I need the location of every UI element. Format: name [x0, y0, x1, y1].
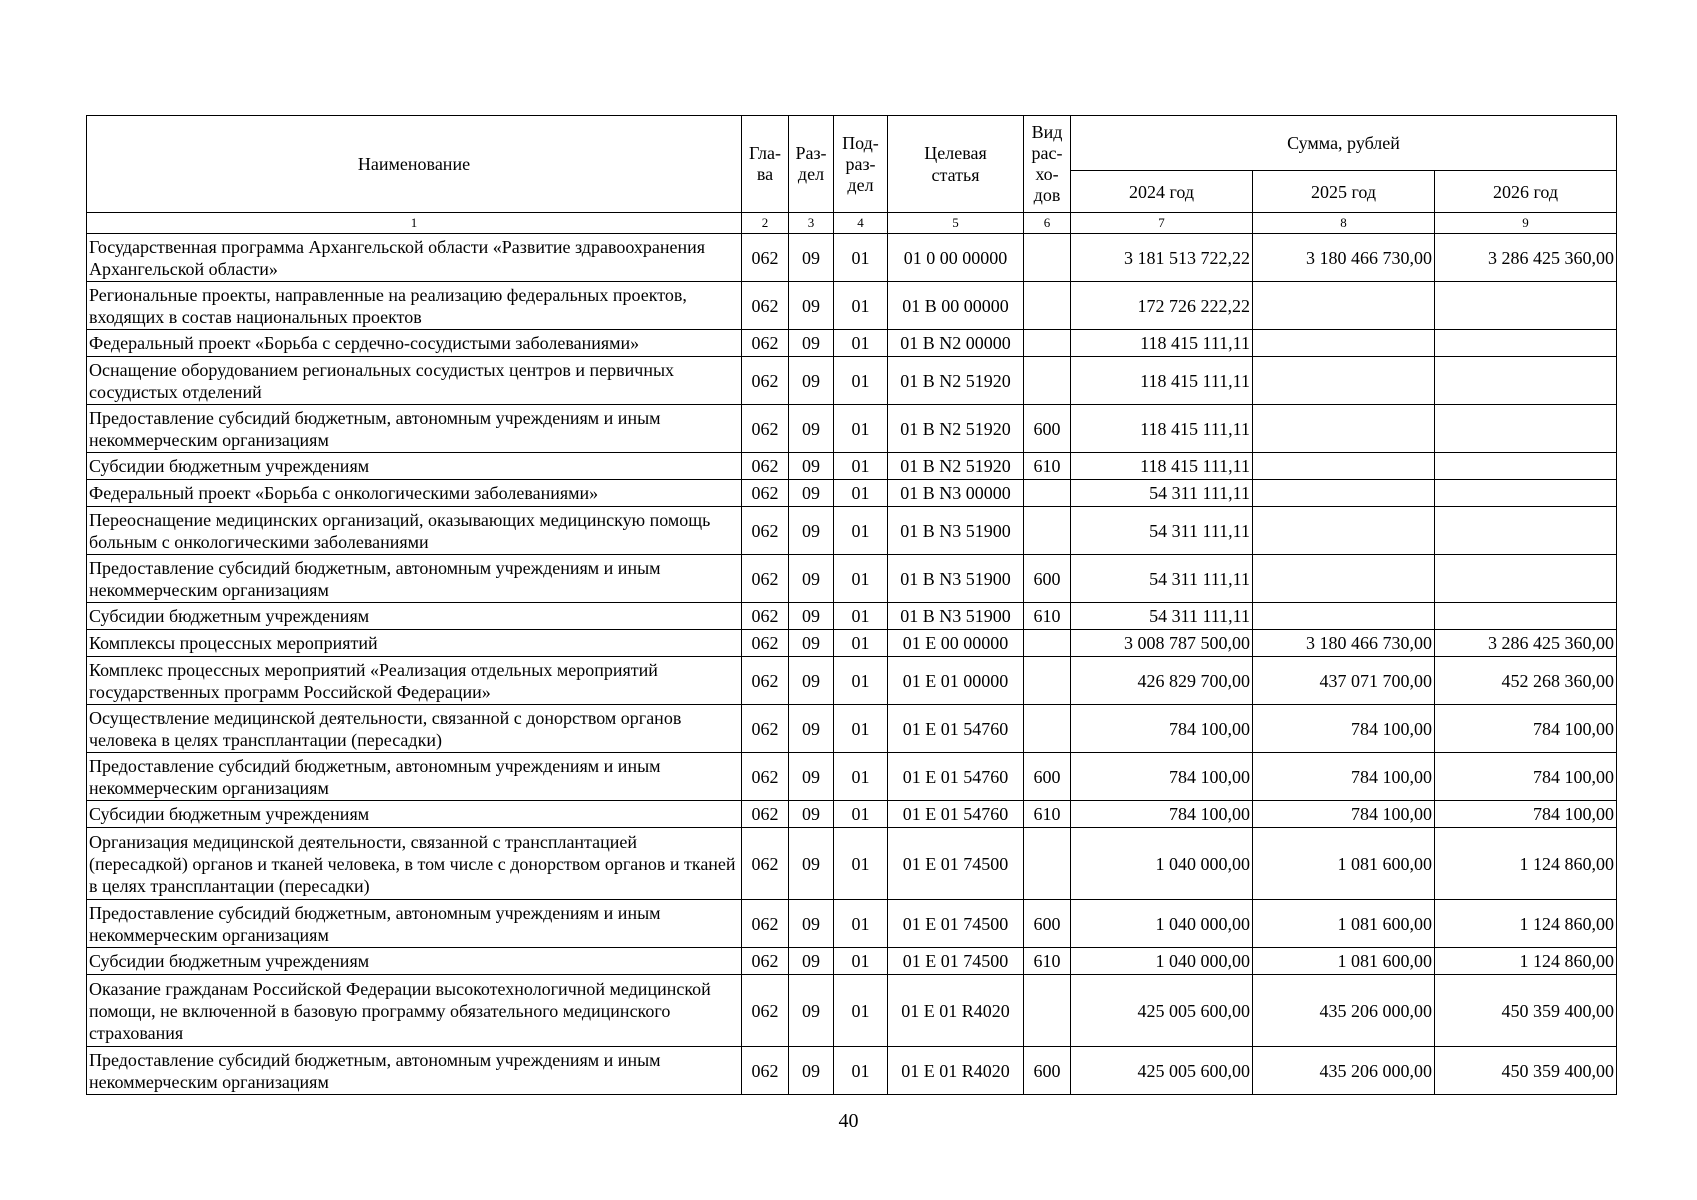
row-amount-2024: 425 005 600,00 — [1071, 975, 1253, 1047]
row-chapter: 062 — [742, 705, 789, 753]
row-name: Предоставление субсидий бюджетным, автономным учреждениям и иным некоммерческим организациям — [87, 1047, 742, 1095]
table-row — [87, 1047, 1617, 1095]
row-section: 09 — [789, 555, 834, 603]
row-amount-2024: 172 726 222,22 — [1071, 282, 1253, 330]
row-amount-2024: 784 100,00 — [1071, 705, 1253, 753]
table-row — [87, 657, 1617, 705]
row-section: 09 — [789, 828, 834, 900]
row-amount-2026: 450 359 400,00 — [1435, 1047, 1617, 1095]
row-expense-type: 610 — [1024, 453, 1071, 480]
row-name: Осуществление медицинской деятельности, связанной с донорством органов человека в целях трансплантации (пересадки) — [87, 705, 742, 753]
row-subsection: 01 — [834, 630, 888, 657]
row-expense-type: 600 — [1024, 900, 1071, 948]
row-amount-2026: 450 359 400,00 — [1435, 975, 1617, 1047]
row-chapter: 062 — [742, 480, 789, 507]
row-amount-2024: 54 311 111,11 — [1071, 480, 1253, 507]
row-amount-2026: 1 124 860,00 — [1435, 900, 1617, 948]
row-amount-2025 — [1253, 603, 1435, 630]
row-chapter: 062 — [742, 282, 789, 330]
row-target-article: 01 Е 01 54760 — [888, 753, 1024, 801]
row-target-article: 01 Е 01 54760 — [888, 705, 1024, 753]
row-section: 09 — [789, 507, 834, 555]
row-name: Субсидии бюджетным учреждениям — [87, 801, 742, 828]
row-amount-2026: 784 100,00 — [1435, 801, 1617, 828]
row-name: Комплекс процессных мероприятий «Реализация отдельных мероприятий государственных программ Российской Федерации» — [87, 657, 742, 705]
table-row — [87, 357, 1617, 405]
table-row — [87, 630, 1617, 657]
row-target-article: 01 В N3 51900 — [888, 507, 1024, 555]
row-section: 09 — [789, 1047, 834, 1095]
row-amount-2026 — [1435, 405, 1617, 453]
row-expense-type: 610 — [1024, 603, 1071, 630]
row-expense-type: 610 — [1024, 801, 1071, 828]
row-amount-2024: 1 040 000,00 — [1071, 828, 1253, 900]
header-year-2025: 2025 год — [1253, 171, 1435, 213]
row-subsection: 01 — [834, 657, 888, 705]
row-section: 09 — [789, 453, 834, 480]
row-chapter: 062 — [742, 330, 789, 357]
row-amount-2025: 1 081 600,00 — [1253, 900, 1435, 948]
row-subsection: 01 — [834, 975, 888, 1047]
row-chapter: 062 — [742, 234, 789, 282]
row-expense-type — [1024, 630, 1071, 657]
row-amount-2024: 3 008 787 500,00 — [1071, 630, 1253, 657]
row-amount-2026 — [1435, 453, 1617, 480]
row-expense-type: 600 — [1024, 405, 1071, 453]
header-expense-type: Вид рас- хо- дов — [1024, 116, 1071, 213]
header-name: Наименование — [87, 116, 742, 213]
row-target-article: 01 В N3 51900 — [888, 603, 1024, 630]
row-chapter: 062 — [742, 405, 789, 453]
header-subsection: Под- раз- дел — [834, 116, 888, 213]
row-amount-2026: 3 286 425 360,00 — [1435, 234, 1617, 282]
header-year-2026: 2026 год — [1435, 171, 1617, 213]
row-subsection: 01 — [834, 828, 888, 900]
page-number: 40 — [838, 1110, 859, 1132]
row-subsection: 01 — [834, 282, 888, 330]
row-name: Субсидии бюджетным учреждениям — [87, 603, 742, 630]
row-chapter: 062 — [742, 900, 789, 948]
row-amount-2025 — [1253, 282, 1435, 330]
row-section: 09 — [789, 330, 834, 357]
column-number: 7 — [1071, 213, 1253, 234]
row-subsection: 01 — [834, 507, 888, 555]
table-row — [87, 282, 1617, 330]
row-section: 09 — [789, 657, 834, 705]
header-year-2024: 2024 год — [1071, 171, 1253, 213]
row-amount-2025: 784 100,00 — [1253, 705, 1435, 753]
table-row — [87, 330, 1617, 357]
table-row — [87, 603, 1617, 630]
row-expense-type — [1024, 330, 1071, 357]
row-subsection: 01 — [834, 603, 888, 630]
row-section: 09 — [789, 948, 834, 975]
row-chapter: 062 — [742, 753, 789, 801]
row-name: Субсидии бюджетным учреждениям — [87, 948, 742, 975]
row-subsection: 01 — [834, 453, 888, 480]
row-target-article: 01 Е 01 74500 — [888, 900, 1024, 948]
row-name: Комплексы процессных мероприятий — [87, 630, 742, 657]
row-subsection: 01 — [834, 357, 888, 405]
row-name: Предоставление субсидий бюджетным, автономным учреждениям и иным некоммерческим организациям — [87, 405, 742, 453]
row-amount-2026: 784 100,00 — [1435, 753, 1617, 801]
row-subsection: 01 — [834, 555, 888, 603]
row-amount-2024: 1 040 000,00 — [1071, 900, 1253, 948]
row-expense-type — [1024, 234, 1071, 282]
row-amount-2024: 425 005 600,00 — [1071, 1047, 1253, 1095]
row-amount-2026 — [1435, 330, 1617, 357]
row-expense-type: 600 — [1024, 555, 1071, 603]
row-section: 09 — [789, 630, 834, 657]
table-row — [87, 828, 1617, 900]
table-row — [87, 801, 1617, 828]
row-section: 09 — [789, 975, 834, 1047]
row-amount-2026: 1 124 860,00 — [1435, 948, 1617, 975]
row-amount-2026: 1 124 860,00 — [1435, 828, 1617, 900]
row-chapter: 062 — [742, 603, 789, 630]
row-subsection: 01 — [834, 405, 888, 453]
row-subsection: 01 — [834, 948, 888, 975]
row-chapter: 062 — [742, 453, 789, 480]
row-amount-2025: 435 206 000,00 — [1253, 975, 1435, 1047]
row-chapter: 062 — [742, 630, 789, 657]
row-target-article: 01 В N3 00000 — [888, 480, 1024, 507]
row-expense-type — [1024, 705, 1071, 753]
table-row — [87, 948, 1617, 975]
row-chapter: 062 — [742, 975, 789, 1047]
row-subsection: 01 — [834, 801, 888, 828]
row-section: 09 — [789, 705, 834, 753]
row-name: Предоставление субсидий бюджетным, автономным учреждениям и иным некоммерческим организациям — [87, 555, 742, 603]
row-amount-2024: 1 040 000,00 — [1071, 948, 1253, 975]
table-row — [87, 555, 1617, 603]
row-amount-2025 — [1253, 330, 1435, 357]
row-amount-2026: 452 268 360,00 — [1435, 657, 1617, 705]
row-expense-type — [1024, 975, 1071, 1047]
row-amount-2025: 437 071 700,00 — [1253, 657, 1435, 705]
row-name: Предоставление субсидий бюджетным, автономным учреждениям и иным некоммерческим организациям — [87, 900, 742, 948]
row-section: 09 — [789, 480, 834, 507]
column-number: 8 — [1253, 213, 1435, 234]
row-name: Организация медицинской деятельности, связанной с трансплантацией (пересадкой) органов и тканей человека, в том числе с донорством органов и тканей в целях трансплантации (пересадки) — [87, 828, 742, 900]
row-name: Федеральный проект «Борьба с онкологическими заболеваниями» — [87, 480, 742, 507]
row-amount-2026: 784 100,00 — [1435, 705, 1617, 753]
row-amount-2025: 1 081 600,00 — [1253, 828, 1435, 900]
row-subsection: 01 — [834, 234, 888, 282]
column-number: 1 — [87, 213, 742, 234]
row-target-article: 01 В N2 51920 — [888, 453, 1024, 480]
row-target-article: 01 В N2 51920 — [888, 357, 1024, 405]
row-target-article: 01 В N2 51920 — [888, 405, 1024, 453]
row-amount-2024: 426 829 700,00 — [1071, 657, 1253, 705]
table-row — [87, 453, 1617, 480]
row-expense-type — [1024, 507, 1071, 555]
row-section: 09 — [789, 234, 834, 282]
row-amount-2024: 118 415 111,11 — [1071, 357, 1253, 405]
row-target-article: 01 Е 01 R4020 — [888, 975, 1024, 1047]
row-amount-2025 — [1253, 507, 1435, 555]
row-amount-2025: 784 100,00 — [1253, 753, 1435, 801]
table-row — [87, 234, 1617, 282]
table-row — [87, 405, 1617, 453]
row-chapter: 062 — [742, 948, 789, 975]
table-row — [87, 507, 1617, 555]
row-amount-2025 — [1253, 480, 1435, 507]
row-chapter: 062 — [742, 801, 789, 828]
row-amount-2025 — [1253, 453, 1435, 480]
row-target-article: 01 В N2 00000 — [888, 330, 1024, 357]
row-name: Федеральный проект «Борьба с сердечно-сосудистыми заболеваниями» — [87, 330, 742, 357]
column-number: 6 — [1024, 213, 1071, 234]
row-chapter: 062 — [742, 1047, 789, 1095]
row-chapter: 062 — [742, 828, 789, 900]
row-amount-2025: 3 180 466 730,00 — [1253, 630, 1435, 657]
row-subsection: 01 — [834, 900, 888, 948]
row-section: 09 — [789, 405, 834, 453]
row-expense-type: 600 — [1024, 753, 1071, 801]
header-section: Раз- дел — [789, 116, 834, 213]
row-expense-type: 600 — [1024, 1047, 1071, 1095]
row-subsection: 01 — [834, 705, 888, 753]
row-subsection: 01 — [834, 753, 888, 801]
row-name: Оказание гражданам Российской Федерации высокотехнологичной медицинской помощи, не включенной в базовую программу обязательного медицинского страхования — [87, 975, 742, 1047]
row-amount-2024: 118 415 111,11 — [1071, 330, 1253, 357]
table-body — [87, 234, 1617, 1095]
row-target-article: 01 В N3 51900 — [888, 555, 1024, 603]
row-amount-2026: 3 286 425 360,00 — [1435, 630, 1617, 657]
column-number: 4 — [834, 213, 888, 234]
row-amount-2026 — [1435, 357, 1617, 405]
row-name: Государственная программа Архангельской области «Развитие здравоохранения Архангельской области» — [87, 234, 742, 282]
row-section: 09 — [789, 282, 834, 330]
row-amount-2026 — [1435, 507, 1617, 555]
row-subsection: 01 — [834, 330, 888, 357]
column-number: 9 — [1435, 213, 1617, 234]
table-row — [87, 975, 1617, 1047]
table-row — [87, 900, 1617, 948]
table-row — [87, 480, 1617, 507]
row-subsection: 01 — [834, 480, 888, 507]
row-expense-type: 610 — [1024, 948, 1071, 975]
row-name: Предоставление субсидий бюджетным, автономным учреждениям и иным некоммерческим организациям — [87, 753, 742, 801]
table-row — [87, 705, 1617, 753]
row-amount-2024: 784 100,00 — [1071, 753, 1253, 801]
row-amount-2024: 118 415 111,11 — [1071, 453, 1253, 480]
row-chapter: 062 — [742, 555, 789, 603]
row-amount-2026 — [1435, 480, 1617, 507]
row-target-article: 01 Е 01 54760 — [888, 801, 1024, 828]
row-chapter: 062 — [742, 657, 789, 705]
row-amount-2025: 1 081 600,00 — [1253, 948, 1435, 975]
row-section: 09 — [789, 801, 834, 828]
row-target-article: 01 Е 01 00000 — [888, 657, 1024, 705]
row-amount-2025 — [1253, 405, 1435, 453]
header-target-article: Целевая статья — [888, 116, 1024, 213]
table-header — [87, 116, 1617, 234]
header-sum: Сумма, рублей — [1071, 116, 1617, 171]
row-expense-type — [1024, 282, 1071, 330]
row-amount-2025: 435 206 000,00 — [1253, 1047, 1435, 1095]
row-amount-2024: 54 311 111,11 — [1071, 555, 1253, 603]
row-expense-type — [1024, 480, 1071, 507]
row-target-article: 01 Е 01 74500 — [888, 948, 1024, 975]
row-target-article: 01 Е 00 00000 — [888, 630, 1024, 657]
row-amount-2025 — [1253, 555, 1435, 603]
row-target-article: 01 0 00 00000 — [888, 234, 1024, 282]
budget-table — [86, 115, 1617, 1095]
row-amount-2024: 3 181 513 722,22 — [1071, 234, 1253, 282]
row-subsection: 01 — [834, 1047, 888, 1095]
header-chapter: Гла- ва — [742, 116, 789, 213]
row-chapter: 062 — [742, 357, 789, 405]
row-name: Переоснащение медицинских организаций, оказывающих медицинскую помощь больным с онкологическими заболеваниями — [87, 507, 742, 555]
row-amount-2026 — [1435, 603, 1617, 630]
column-number: 5 — [888, 213, 1024, 234]
row-expense-type — [1024, 828, 1071, 900]
column-number-row — [87, 213, 1617, 234]
row-amount-2024: 784 100,00 — [1071, 801, 1253, 828]
table-row — [87, 753, 1617, 801]
row-section: 09 — [789, 900, 834, 948]
row-section: 09 — [789, 357, 834, 405]
row-expense-type — [1024, 357, 1071, 405]
row-amount-2025: 784 100,00 — [1253, 801, 1435, 828]
row-name: Региональные проекты, направленные на реализацию федеральных проектов, входящих в состав национальных проектов — [87, 282, 742, 330]
row-amount-2026 — [1435, 555, 1617, 603]
row-section: 09 — [789, 603, 834, 630]
row-target-article: 01 Е 01 R4020 — [888, 1047, 1024, 1095]
column-number: 3 — [789, 213, 834, 234]
row-amount-2025: 3 180 466 730,00 — [1253, 234, 1435, 282]
row-chapter: 062 — [742, 507, 789, 555]
row-amount-2024: 118 415 111,11 — [1071, 405, 1253, 453]
row-amount-2024: 54 311 111,11 — [1071, 603, 1253, 630]
row-name: Субсидии бюджетным учреждениям — [87, 453, 742, 480]
row-target-article: 01 В 00 00000 — [888, 282, 1024, 330]
column-number: 2 — [742, 213, 789, 234]
row-amount-2025 — [1253, 357, 1435, 405]
row-section: 09 — [789, 753, 834, 801]
row-amount-2024: 54 311 111,11 — [1071, 507, 1253, 555]
row-name: Оснащение оборудованием региональных сосудистых центров и первичных сосудистых отделений — [87, 357, 742, 405]
row-target-article: 01 Е 01 74500 — [888, 828, 1024, 900]
row-amount-2026 — [1435, 282, 1617, 330]
row-expense-type — [1024, 657, 1071, 705]
